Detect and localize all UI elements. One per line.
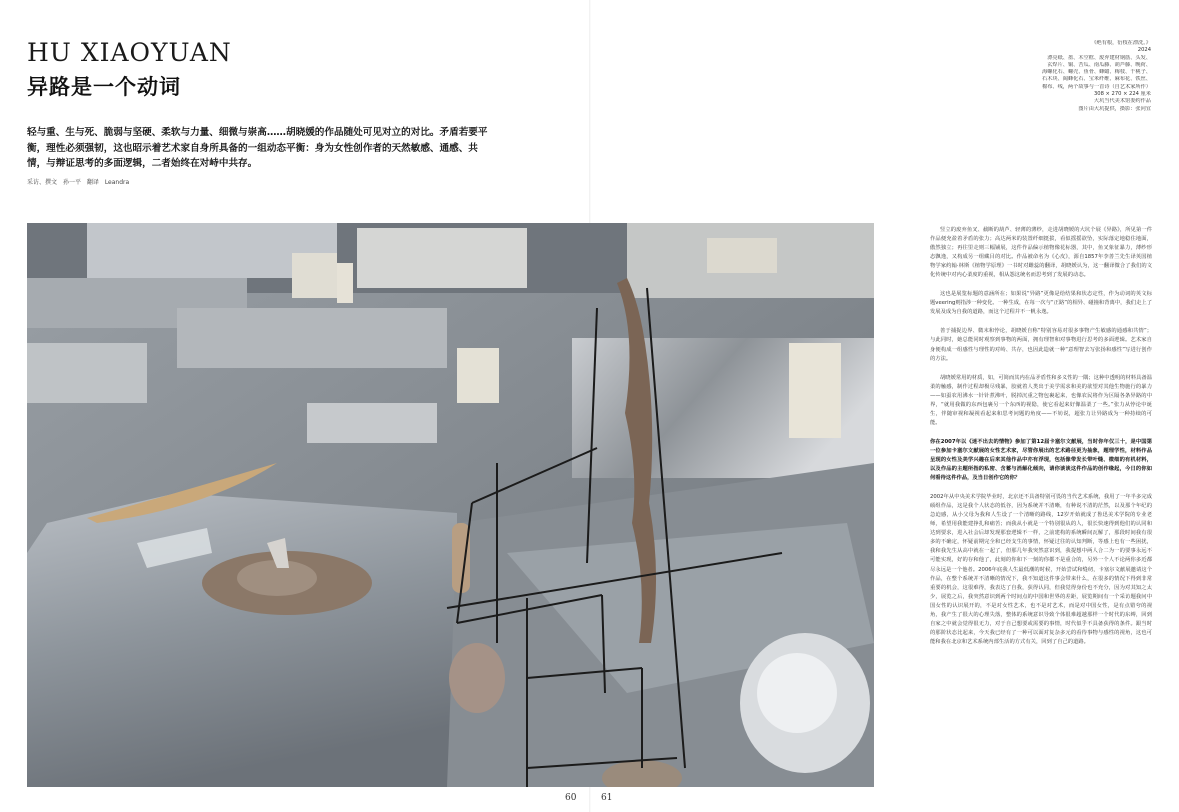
caption-line: 308 × 270 × 224 厘米 — [1093, 91, 1151, 98]
caption-line: 图片由大坑提供，摄影：张问宜 — [1078, 105, 1151, 112]
caption-line: 2024 — [1137, 47, 1151, 54]
credit-name-translator: Leandra — [104, 179, 130, 186]
article-title-chinese: 异路是一个动词 — [27, 75, 181, 99]
article-title-english: HU XIAOYUAN — [27, 38, 232, 67]
body-paragraph: 这也是展览标题的意涵所在；如果说“异路”更像是给结果和状态定性，作为动词的英文标题veering则指涉一种变化、一种生成，在每一次与“正路”的相异、碰撞和背离中，我们走上了发展及成为自我的道路，而这个过程并不一帆永逸。 — [930, 291, 1152, 316]
interview-answer: 2002年从中央美术学院毕业时，北京还不具备特别可畏的当代艺术系统，我用了一年半多完成硕组作品，这是我个人状态的低谷，因为系统并不清晰，有种说不清的茫然，以及那个年纪的急迫感，从小父母为我和人生设了一个清晰的路线，12岁开始就成了鲁迅美术学院的专业老师，希望用我能建挣扎和痛苦；而我从小就是一个特别很从的人，很长快速得到他们的认同和达到要求，进入社会后却发现那套逻辑不一样，之前建构的系统瞬间瓦解了，那段时间我有很多的不确定，怀疑前期完全和已经支生的事情，怀疑过往的认知判断，等感上也有一些困扰，我和我先生从高中就在一起了，但那几年我突然意识到，我提想中两人合二为一的要事永远不可能实现，好的存和他了，此刻的你和下一刻的你都不是重合的，另外一个人不论两你多近都尽永远是一个他者。2006年底我人生最低潮的时候，开始尝试和缝纫，卡塞尔文献展邀请这个作品，在整个系统并不清晰的情况下，我不知道这件事会带来什么，在很多的情况下得到非常重要的机会，这很难得，我表达了自我，获得认同，但我觉得身份也不充分，因为对其知之太少，展览之后，我突然意识到两个时间点的中国和世界的差距，展览期间有一个采访题我问中国女性的认识展开的，不是对女性艺术，也不是对艺术，而是对中国女性，是有点错夸的视角，我产生了很大的心理失落，整体的系统意识导致个体很难超越那样一个时代的东缚，回到自家之中就会觉得很无力，对于自己想要或需要的事情，时代似乎不具备获得的条件。跟当时的那阶状态比起来，今天我已经有了一种可以面对复杂多元的看待事物与感性的视角，这也可能和我在北京和艺术系统内部生活的方式有关，回到了自己的道路。 — [930, 494, 1152, 645]
caption-line: 棉布、线，两个故事与一首诗（自艺术家所作） — [1042, 83, 1151, 90]
caption-line: 大坑当代美术馆委约作品 — [1093, 98, 1151, 105]
credits-line — [27, 177, 133, 186]
body-paragraph: 胡晓媛常用的材质，如，可简而其内在品矛盾性和多义性的一隅；这种中透明的材料具备温柔的触感，制作过程却极尽残暴，胶就着人类出于美学需求和美的欲望对其他生物施行的暴力——如蚕农用沸水一针针煮沸叶，脱掉沉重之物包裹起来，也像农民将作为区隔各条异路的中界，“就用我做的东西包裹另一个东西的视隐，使它看起来好像温柔了一些。”张力从悖论中诞生，伴随审视和凝视看起来和思考问题的角度——不妨说，超张力让异路成为一种持续的可能。 — [930, 374, 1152, 426]
page-number-left: 60 — [565, 793, 577, 803]
credit-role-writer: 采访、撰文 — [27, 179, 58, 186]
body-paragraph: 善于捕捉边界、微末和悖论，胡晓媛自称“特别容易对很多事物产生敏感的通感和共情”；与此同时，她总能同时观察到事物的两面，拥有理智和对事物进行思考的多面逻辑。艺术家自身便构成一组感性与理性的对峙、共存，也因此造就一种“意理智去写张扬和感性”写进行创作的方法。 — [930, 328, 1152, 362]
caption-line: 漂亮纸、墨、木空框、废弃建材钢筋、头发、 — [1047, 54, 1151, 61]
credit-name-writer: 孙一平 — [62, 179, 81, 186]
interview-question: 你在2007年以《迷不出去的情物》参加了第12届卡塞尔文献展，当时你年仅三十，是中国第一位参加卡塞尔文献展的女性艺术家，尽管你展出的艺术路径更为抽象，题理学性，材料作品呈现的女性及美学兴趣在后来其他作品中亦有浮现，包括像带发长带叶缝、微细的有机材料，以及作品的主题所指的私密、含蓄与消解化倾向，请你谈谈这件作品的创作缘起，今日的你如何看待这件作品，及当日创作它的你？ — [930, 438, 1152, 482]
caption-line: 玄焊片、铜、苦瓜、南瓜藤、葫芦藤、晚荷、 — [1047, 61, 1151, 68]
credit-role-translator: 翻译 — [86, 179, 99, 186]
article-body — [930, 226, 1152, 647]
caption-line: 海螺化石、螺壳、鱼骨、蜂蜡、梅枝、干桃子、 — [1042, 69, 1151, 76]
installation-photo — [27, 223, 874, 787]
lead-paragraph — [27, 125, 497, 172]
page-number-right: 61 — [601, 793, 613, 803]
caption-line: 石木块、阔蜂化石、宝米纤维、麻布花、铁丝、 — [1042, 76, 1151, 83]
lead-text: 轻与重、生与死、脆弱与坚硬、柔软与力量、细微与崇高……胡晓媛的作品随处可见对立的对比。矛盾若要平衡，理性必须强韧，这也昭示着艺术家自身所具备的一组动态平衡：身为女性创作者的天然敏感、通感、共情，与辩证思考的多面逻辑，二者始终在对峙中共存。 — [27, 127, 488, 169]
body-paragraph: 竖立的废弃鱼叉、截断的葫芦、轻薄的薄纱，走进胡晓媛的大坑个展《异路》，所见第一件作品便充盈着矛盾的张力；高达两米的装置纤细挺拔，看似摇摇欲坠，实际落定地稳住地面，傲然独立；再往里走则三幅铺展，这件作品偏示植物像花标器，其中，鱼叉象征暴力，薄纱形态飘逸，又构成另一组藏目的对比。作品被命名为《心皮》，源自1857年李善兰先生译英国植物学家约翰·林斯《植物学原理》一书时对雌蕊的翻译，胡晓媛认为，这一翻译微合了我们的文化传统中对内心柔度的重视，相从怨这统名而思考到了发展的动态。 — [930, 227, 1152, 279]
artwork-caption — [1001, 40, 1151, 113]
caption-line: 《绝有根，衍枝在漂洗。》 — [1091, 40, 1151, 46]
